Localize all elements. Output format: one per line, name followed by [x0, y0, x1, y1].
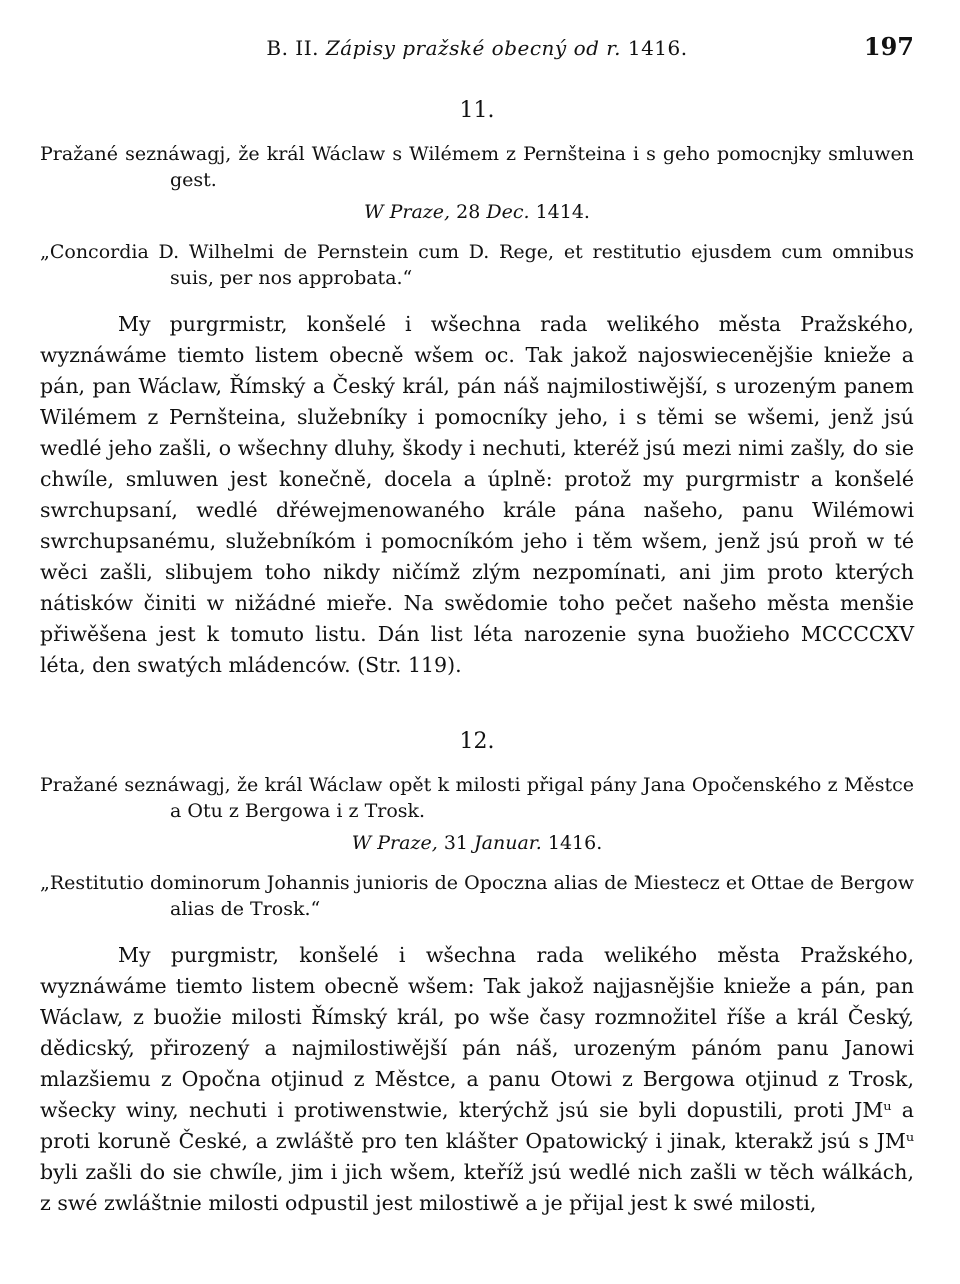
date-year-12: 1416.: [547, 832, 603, 854]
page-number: 197: [863, 32, 914, 61]
running-title-year: 1416.: [627, 36, 688, 60]
place-11: W Praze,: [364, 201, 451, 223]
date-year-11: 1414.: [535, 201, 590, 223]
body-text-12: My purgmistr, konšelé i wšechna rada welikého města Pražského, wyznáwáme tiemto listem obecně wšem: Tak jakož najjasnějšie knieže a pán, pan Wáclaw, z buožie milosti Římský král, po wše časy rozmnožitel říše a král Český, dědicský, přirozený a najmilostiwější pán náš, urozeným pánóm panu Janowi mlazšiemu z Opočna otjinud z Městce, a panu Otowi z Bergowa otjinud z Trosk, wšecky winy, nechuti i protiwenstwie, kterýchž jsú sie byli dopustili, proti JMᵘ a proti koruně České, a zwláště pro ten klášter Opatowický i jinak, kterakž jsú s JMᵘ byli zašli do sie chwíle, jim i jich wšem, kteříž jsú wedlé nich zašli w těch wálkách, z swé zwláštnie milosti odpustil jest milostiwě a je přijal jest k swé milosti,: [40, 943, 914, 1215]
regest-11: Pražané seznáwagj, že král Wáclaw s Wilémem z Pernšteina i s geho pomocnjky smluwen gest.: [40, 143, 914, 191]
document-page: [40, 30, 914, 1219]
section-spacer: [40, 681, 914, 701]
doc-number-11: 11.: [459, 98, 495, 123]
latin-heading-12: „Restitutio dominorum Johannis junioris de Opoczna alias de Miestecz et Ottae de Bergow alias de Trosk.“: [40, 872, 914, 920]
date-day-12: 31: [443, 832, 468, 854]
running-title-prefix: B. II.: [266, 36, 319, 60]
running-title-italic: Zápisy pražské obecný od r.: [325, 36, 621, 60]
body-text-11: My purgrmistr, konšelé i wšechna rada welikého města Pražského, wyznáwáme tiemto listem obecně wšem oc. Tak jakož najoswiecenějšie knieže a pán, pan Wáclaw, Římský a Český král, pán náš najmilostiwější, s urozeným panem Wilémem z Pernšteina, služebníky i pomocníky jeho, i s těmi se wšemi, jenž jsú wedlé jeho zašli, o wšechny dluhy, škody i nechuti, kteréž jsú mezi nimi zašly, do sie chwíle, smluwen jest konečně, docela a úplně: protož my purgrmistr a konšelé swrchupsaní, wedlé dřéwejmenowaného krále pána našeho, panu Wilémowi swrchupsanému, služebníkóm i pomocníkóm jeho i těm wšem, jenž jsú proň w té wěci zašli, slibujem toho nikdy ničímž zlým nezpomínati, ani jim proto kterých nátisków činiti w nižádné mieře. Na swědomie toho pečet našeho města menšie přiwěšena jest k tomuto listu. Dán list léta narozenie syna buožieho MCCCCXV léta, den swatých mládenców. (Str. 119).: [40, 312, 914, 677]
place-12: W Praze,: [351, 832, 438, 854]
running-title: [40, 36, 914, 60]
doc-number-12: 12.: [459, 729, 495, 754]
place-date-12: [40, 832, 914, 854]
place-date-11: [40, 201, 914, 223]
date-day-11: 28: [456, 201, 481, 223]
regest-12: Pražané seznáwagj, že král Wáclaw opět k milosti přigal pány Jana Opočenského z Městce a Otu z Bergowa i z Trosk.: [40, 774, 914, 822]
running-head: [40, 30, 914, 70]
date-month-11: Dec.: [486, 201, 530, 223]
date-month-12: Januar.: [474, 832, 542, 854]
latin-heading-11: „Concordia D. Wilhelmi de Pernstein cum D. Rege, et restitutio ejusdem cum omnibus suis, per nos approbata.“: [40, 241, 914, 289]
